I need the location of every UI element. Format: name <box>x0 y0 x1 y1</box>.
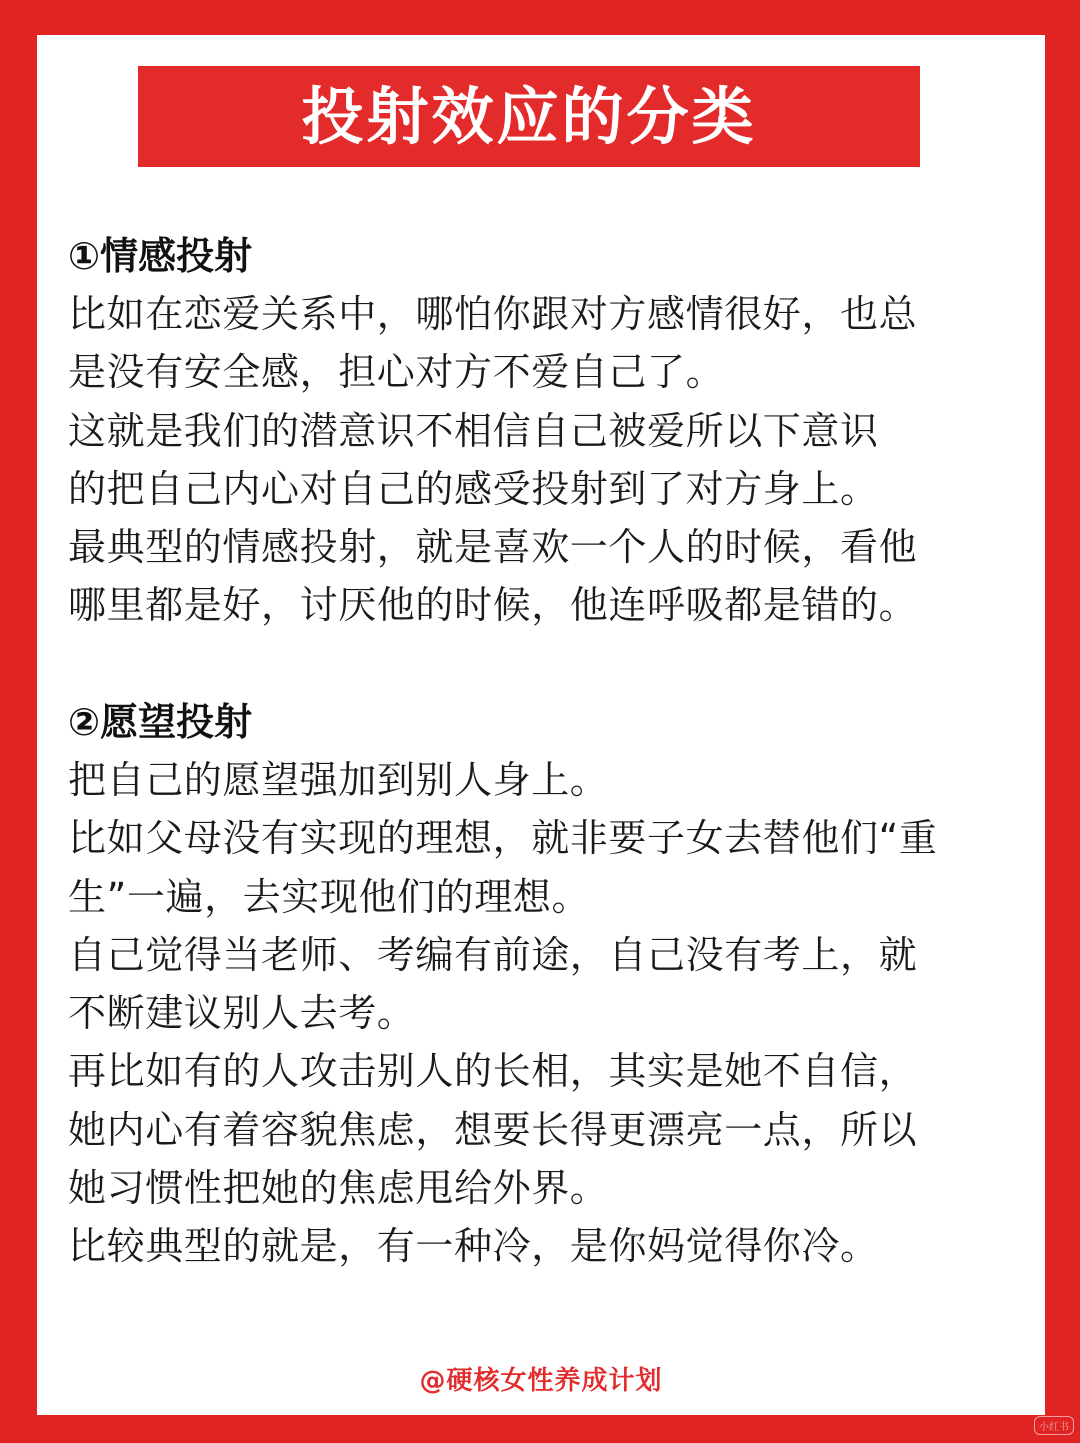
paragraph-line: 不断建议别人去考。 <box>68 991 416 1036</box>
page-title: 投射效应的分类 <box>301 79 757 153</box>
section-heading: ①情感投射 <box>68 234 253 278</box>
paragraph-line: 生”一遍，去实现他们的理想。 <box>68 874 591 919</box>
paragraph-line: 是没有安全感，担心对方不爱自己了。 <box>68 350 725 395</box>
section-emotional-projection <box>68 227 1018 635</box>
paragraph-line: 这就是我们的潜意识不相信自己被爱所以下意识 <box>68 408 879 453</box>
paragraph-line: 比如在恋爱关系中，哪怕你跟对方感情很好，也总 <box>68 292 918 336</box>
paragraph-line: 她习惯性把她的焦虑甩给外界。 <box>68 1166 609 1211</box>
paragraph-line: 哪里都是好，讨厌他的时候，他连呼吸都是错的。 <box>68 583 918 628</box>
paragraph-line: 再比如有的人攻击别人的长相，其实是她不自信， <box>68 1049 918 1094</box>
platform-watermark: 小红书 <box>1034 1416 1074 1435</box>
title-banner <box>138 66 920 167</box>
paragraph-line: 自己觉得当老师、考编有前途，自己没有考上，就 <box>68 932 918 977</box>
section-wish-projection <box>68 693 1018 1276</box>
paragraph-line: 把自己的愿望强加到别人身上。 <box>68 758 609 802</box>
section-heading: ②愿望投射 <box>68 700 253 744</box>
paragraph-line: 她内心有着容貌焦虑，想要长得更漂亮一点，所以 <box>68 1107 918 1152</box>
content-card <box>37 35 1045 1415</box>
paragraph-line: 比如父母没有实现的理想，就非要子女去替他们“重 <box>68 816 938 861</box>
author-handle[interactable]: @硬核女性养成计划 <box>419 1366 663 1396</box>
paragraph-line: 的把自己内心对自己的感受投射到了对方身上。 <box>68 466 879 511</box>
paragraph-line: 比较典型的就是，有一种冷，是你妈觉得你冷。 <box>68 1224 879 1269</box>
paragraph-line: 最典型的情感投射，就是喜欢一个人的时候，看他 <box>68 525 918 570</box>
